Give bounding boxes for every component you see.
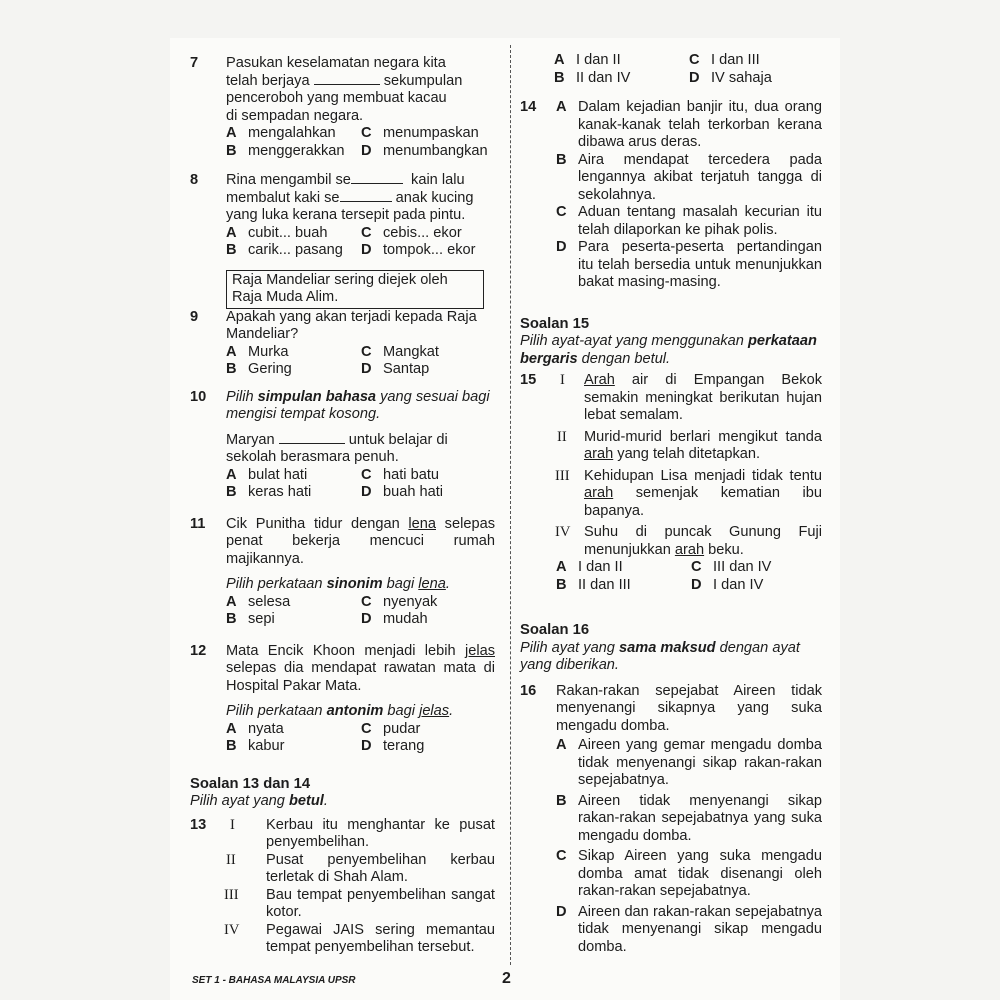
section-13-14 — [190, 776, 495, 811]
statement: I Kerbau itu menghantar ke pusat penyembelihan. — [230, 816, 495, 850]
statement: III Kehidupan Lisa menjadi tidak tentu arah semenjak kematian ibu bapanya. — [555, 467, 822, 519]
question-text: Cik Punitha tidur dengan lena selepas penat bekerja mencuci rumah majikannya. — [226, 515, 495, 567]
question-10 — [190, 389, 495, 502]
statement: II Murid-murid berlari mengikut tanda arah yang telah ditetapkan. — [557, 428, 822, 462]
option[interactable]: C pudar — [361, 720, 421, 737]
question-13-options — [554, 52, 822, 87]
question-12 — [190, 643, 495, 756]
option[interactable]: A cubit... buah — [226, 224, 328, 241]
option[interactable]: C hati batu — [361, 466, 439, 483]
right-column — [520, 52, 822, 956]
blank-line — [314, 73, 380, 85]
blank-line — [279, 432, 345, 444]
question-13 — [190, 817, 495, 957]
section-heading: Soalan 16 — [520, 622, 590, 638]
question-text: penceroboh yang membuat kacau — [226, 90, 447, 106]
option[interactable]: B keras hati — [226, 484, 312, 500]
question-text: yang luka kerana tersepit pada pintu. — [226, 207, 466, 223]
question-16 — [520, 683, 822, 957]
options — [226, 594, 495, 629]
statement: III Bau tempat penyembelihan sangat kotor. — [224, 886, 495, 920]
page-number: 2 — [502, 970, 511, 987]
option[interactable]: D IV sahaja — [689, 69, 772, 86]
option[interactable]: C cebis... ekor — [361, 224, 462, 241]
question-text: Rina mengambil se kain lalu — [226, 172, 465, 188]
section-16 — [520, 622, 822, 675]
section-heading: Soalan 15 — [520, 315, 590, 332]
instruction: Pilih perkataan antonim bagi jelas. — [226, 703, 454, 719]
question-number: 8 — [190, 172, 199, 188]
option[interactable]: C Sikap Aireen yang suka mengadu domba amat tidak disenangi oleh rakan-rakan sepejabatnya. — [556, 848, 822, 899]
left-column — [190, 55, 495, 957]
option[interactable]: D terang — [361, 738, 425, 754]
statement: I Arah air di Empangan Bekok semakin meningkat berikutan hujan lebat semalam. — [560, 372, 822, 423]
question-8 — [190, 172, 495, 260]
instruction: Pilih simpulan bahasa yang sesuai bagi mengisi tempat kosong. — [226, 388, 490, 422]
question-text: Pasukan keselamatan negara kita — [226, 55, 446, 71]
question-text: Rakan-rakan sepejabat Aireen tidak menyenangi sikapnya yang suka mengadu domba. — [556, 682, 822, 734]
column-divider — [510, 45, 511, 965]
option[interactable]: C Mangkat — [361, 343, 439, 360]
options — [226, 125, 495, 160]
question-15 — [520, 372, 822, 594]
question-text: Apakah yang akan terjadi kepada Raja Mandeliar? — [226, 308, 477, 342]
option[interactable]: B II dan III — [556, 576, 631, 593]
option[interactable]: C nyenyak — [361, 593, 438, 610]
option[interactable]: D tompok... ekor — [361, 242, 476, 258]
question-number: 7 — [190, 55, 199, 71]
instruction: Pilih ayat-ayat yang menggunakan perkataan bergaris dengan betul. — [520, 333, 817, 367]
question-number: 13 — [190, 816, 207, 833]
option[interactable]: A selesa — [226, 593, 291, 610]
question-number: 15 — [520, 372, 537, 388]
statement: IV Suhu di puncak Gunung Fuji menunjukkan arah beku. — [555, 524, 822, 558]
option[interactable]: A Murka — [226, 343, 289, 360]
question-text: sekolah berasmara penuh. — [226, 449, 399, 465]
option[interactable]: D mudah — [361, 611, 428, 627]
option[interactable]: B Gering — [226, 361, 292, 377]
question-text: Maryan untuk belajar di — [226, 431, 448, 448]
option[interactable]: D Santap — [361, 361, 430, 377]
option[interactable]: C III dan IV — [691, 559, 772, 575]
options — [226, 721, 495, 756]
blank-line — [340, 190, 392, 202]
question-text: di sempadan negara. — [226, 107, 364, 124]
question-number: 10 — [190, 388, 207, 405]
question-7 — [190, 55, 495, 160]
statement: II Pusat penyembelihan kerbau terletak di Shah Alam. — [226, 851, 495, 885]
option[interactable]: B menggerakkan — [226, 142, 345, 159]
stimulus-box: Raja Mandeliar sering diejek oleh Raja Muda Alim. — [226, 270, 484, 309]
option[interactable]: D menumbangkan — [361, 142, 488, 159]
option[interactable]: A Dalam kejadian banjir itu, dua orang kanak-kanak telah terkorban kerana dibawa arus deras. — [556, 99, 822, 150]
option[interactable]: D Para peserta-peserta pertandingan itu telah bersedia untuk menunjukkan bakat masing-masing. — [556, 239, 822, 290]
option[interactable]: D I dan IV — [691, 576, 764, 593]
option[interactable]: B Aireen tidak menyenangi sikap rakan-rakan sepejabatnya yang suka mengadu domba. — [556, 792, 822, 844]
statement: IV Pegawai JAIS sering memantau tempat penyembelihan tersebut. — [224, 921, 495, 955]
option[interactable]: B Aira mendapat tercedera pada lengannya akibat terjatuh tangga di sekolahnya. — [556, 151, 822, 203]
option[interactable]: A I dan II — [556, 559, 623, 575]
option[interactable]: B II dan IV — [554, 69, 631, 86]
option[interactable]: B carik... pasang — [226, 242, 343, 258]
instruction: Pilih ayat yang sama maksud dengan ayat yang diberikan. — [520, 639, 800, 673]
option[interactable]: C Aduan tentang masalah kecurian itu telah dilaporkan ke pihak polis. — [556, 204, 822, 238]
section-heading: Soalan 13 dan 14 — [190, 775, 311, 792]
question-11 — [190, 516, 495, 629]
question-number: 12 — [190, 642, 207, 659]
option[interactable]: B kabur — [226, 738, 285, 754]
options — [226, 225, 495, 260]
option[interactable]: B sepi — [226, 611, 275, 627]
option[interactable]: A bulat hati — [226, 466, 308, 483]
option[interactable]: A Aireen yang gemar mengadu domba tidak menyenangi sikap rakan-rakan sepejabatnya. — [556, 737, 822, 788]
option[interactable]: A nyata — [226, 720, 284, 737]
question-number: 9 — [190, 308, 199, 325]
options — [226, 344, 495, 379]
option[interactable]: A I dan II — [554, 52, 621, 68]
question-text: Mata Encik Khoon menjadi lebih jelas selepas dia mendapat rawatan mata di Hospital Pakar Mata. — [226, 642, 495, 694]
question-text: membalut kaki se anak kucing — [226, 189, 474, 206]
blank-line — [351, 172, 403, 184]
question-text: telah berjaya sekumpulan — [226, 72, 463, 89]
question-number: 11 — [190, 515, 206, 532]
option[interactable]: D Aireen dan rakan-rakan sepejabatnya tidak menyenangi sikap mengadu domba. — [556, 903, 822, 955]
options — [226, 467, 495, 502]
instruction: Pilih ayat yang betul. — [190, 793, 328, 809]
instruction: Pilih perkataan sinonim bagi lena. — [226, 576, 450, 592]
question-14 — [520, 99, 822, 292]
option[interactable]: C I dan III — [689, 52, 760, 68]
question-number: 16 — [520, 682, 537, 699]
footer-set-label: SET 1 - BAHASA MALAYSIA UPSR — [192, 975, 356, 986]
section-15 — [520, 316, 822, 369]
options — [556, 559, 822, 594]
option[interactable]: D buah hati — [361, 484, 444, 500]
question-9 — [190, 309, 495, 379]
question-number: 14 — [520, 99, 537, 115]
option[interactable]: C menumpaskan — [361, 125, 479, 141]
option[interactable]: A mengalahkan — [226, 125, 336, 141]
